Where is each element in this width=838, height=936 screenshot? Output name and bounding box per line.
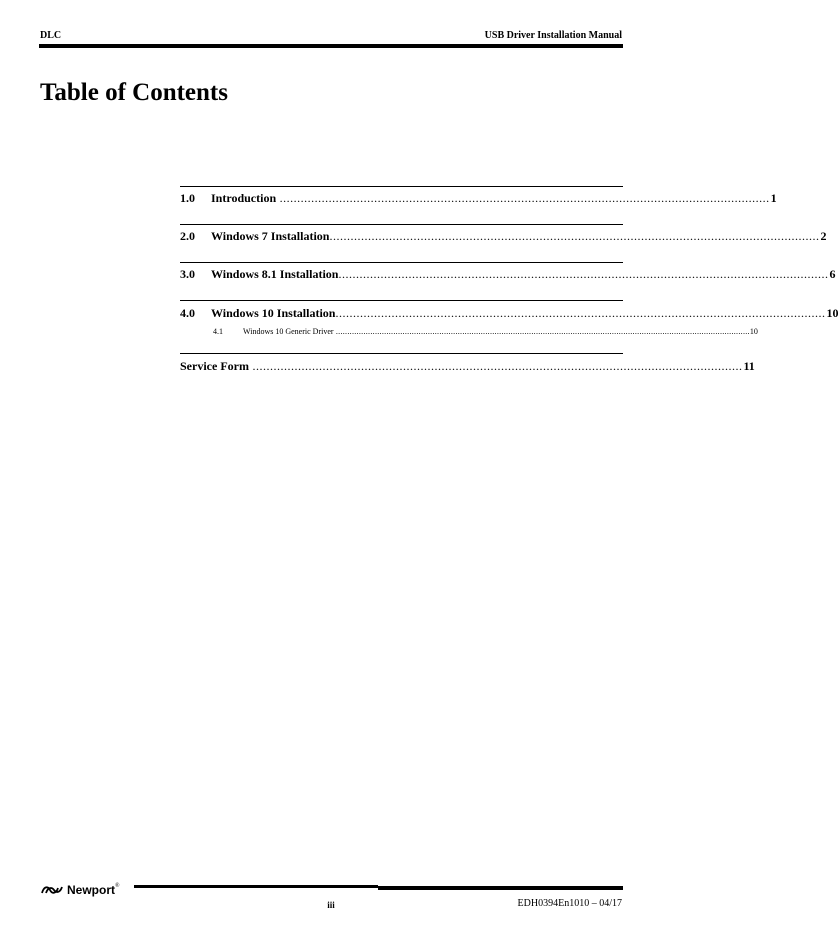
page-title: Table of Contents [40,79,228,106]
newport-logo [40,883,120,897]
toc-entry-title: Service Form [180,359,249,373]
toc-entry-introduction[interactable] [180,191,777,206]
toc-entry-title: Windows 7 Installation [211,229,330,243]
toc-subentry-number: 4.1 [213,327,223,336]
toc-subentry-page: 10 [749,327,758,336]
toc-entry-windows-8-1[interactable] [180,267,836,282]
toc-entry-title: Windows 10 Installation [211,306,336,320]
toc-entry-number: 2.0 [180,229,195,243]
footer-rule-thick-left [134,885,378,888]
toc-entry-title: Introduction [211,191,277,205]
footer-rule-thick-right [378,887,623,890]
toc-entry-number: 1.0 [180,191,195,205]
toc-separator [180,300,623,301]
toc-entry-number: 3.0 [180,267,195,281]
header-manual-title: USB Driver Installation Manual [484,30,622,41]
toc-entry-title: Windows 8.1 Installation [211,267,339,281]
newport-wordmark: Newport [67,883,115,897]
header-rule [39,44,623,48]
toc-leader-dots: ............................................................................................................................................ [335,306,826,320]
toc-leader-dots: .................................................................................................................................................................................... [333,327,750,336]
toc-leader-dots: ............................................................................................................................................ [248,359,743,373]
document-id: EDH0394En1010 – 04/17 [517,898,622,909]
toc-leader-dots: ............................................................................................................................................ [276,191,770,205]
toc-separator [180,186,623,187]
toc-entry-page: 10 [826,306,838,320]
registered-mark: ® [115,883,120,889]
toc-entry-page: 6 [829,267,836,281]
toc-subentry-windows-10-generic-driver[interactable] [213,327,758,336]
toc-leader-dots: ............................................................................................................................................ [338,267,829,281]
toc-separator [180,262,623,263]
toc-entry-number: 4.0 [180,306,195,320]
toc-entry-page: 1 [770,191,777,205]
toc-entry-page: 11 [743,359,755,373]
newport-swirl-icon [40,885,64,895]
toc-entry-service-form[interactable] [180,359,755,374]
page-number: iii [327,900,335,910]
header-product: DLC [40,30,62,41]
toc-separator [180,353,623,354]
toc-subentry-title: Windows 10 Generic Driver [243,327,334,336]
toc-entry-windows-7[interactable] [180,229,827,244]
toc-entry-windows-10[interactable] [180,306,838,321]
toc-leader-dots: ............................................................................................................................................ [329,229,820,243]
toc-separator [180,224,623,225]
toc-entry-page: 2 [820,229,827,243]
